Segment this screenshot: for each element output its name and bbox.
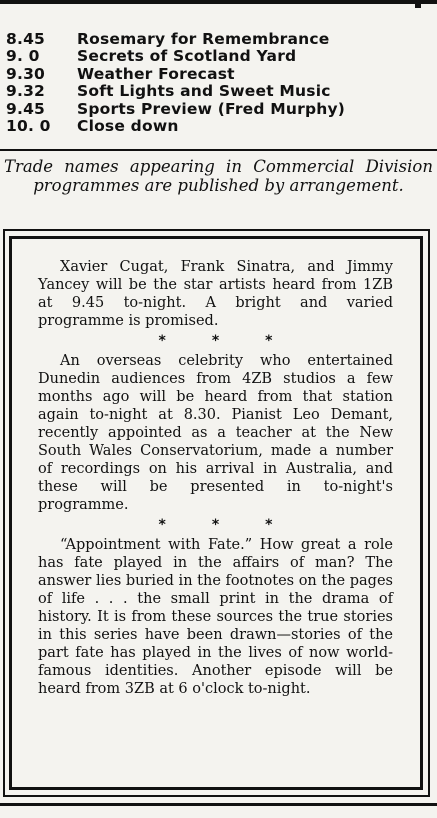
trade-names-notice: Trade names appearing in Commercial Division programmes are published by arrangement. xyxy=(4,157,433,195)
schedule-title: Secrets of Scotland Yard xyxy=(77,47,297,66)
schedule-title: Close down xyxy=(77,117,179,136)
separator-star: * xyxy=(211,517,220,533)
paragraph-separator xyxy=(38,330,393,352)
separator-star: * xyxy=(158,517,166,533)
schedule-row xyxy=(6,83,431,101)
schedule-title: Weather Forecast xyxy=(77,64,235,83)
schedule-row xyxy=(6,65,431,83)
feature-paragraph-3zb: “Appointment with Fate.” How great a role has fate played in the affairs of man? The answer lies buried in the footnotes on the pages of life . . . the small print in the drama of history. It is from these sources the true stories in this series have been drawn—stories of the part fate has played in the lives of now world-famous identities. Another episode will be heard from 3ZB at 6 o'clock to-night. xyxy=(38,537,393,697)
separator-star: * xyxy=(211,333,220,349)
schedule-title: Soft Lights and Sweet Music xyxy=(77,82,331,101)
paragraph-separator xyxy=(38,514,393,536)
schedule-time: 9. 0 xyxy=(6,47,40,66)
separator-star: * xyxy=(265,333,273,349)
schedule-time: 9.30 xyxy=(6,64,46,83)
feature-paragraph-1zb: Xavier Cugat, Frank Sinatra, and Jimmy Yancey will be the star artists heard from 1ZB at 9.45 to-night. A bright and varied programme is promised. xyxy=(38,259,393,329)
schedule-title: Rosemary for Remembrance xyxy=(77,29,330,48)
feature-box xyxy=(38,258,393,698)
schedule-row xyxy=(6,100,431,118)
schedule-row xyxy=(6,118,431,136)
separator-star: * xyxy=(265,517,273,533)
schedule-time: 8.45 xyxy=(6,29,46,48)
schedule-row xyxy=(6,30,431,48)
separator-star: * xyxy=(158,333,166,349)
schedule-time: 9.32 xyxy=(6,82,46,101)
schedule-time: 10. 0 xyxy=(6,117,51,136)
schedule-title: Sports Preview (Fred Murphy) xyxy=(77,99,346,118)
feature-paragraph-4zb: An overseas celebrity who entertained Dunedin audiences from 4ZB studios a few months ago will be heard from that station again to-night at 8.30. Pianist Leo Demant, recently appointed as a teacher at the New South Wales Conservatorium, made a number of recordings on his arrival in Australia, and these will be presented in to-night's programme. xyxy=(38,353,393,513)
programme-schedule xyxy=(6,30,431,135)
schedule-row xyxy=(6,48,431,66)
top-rule xyxy=(0,0,437,4)
top-rule-tick xyxy=(415,0,421,8)
bottom-rule xyxy=(0,803,437,806)
schedule-time: 9.45 xyxy=(6,99,46,118)
section-divider xyxy=(0,149,437,151)
